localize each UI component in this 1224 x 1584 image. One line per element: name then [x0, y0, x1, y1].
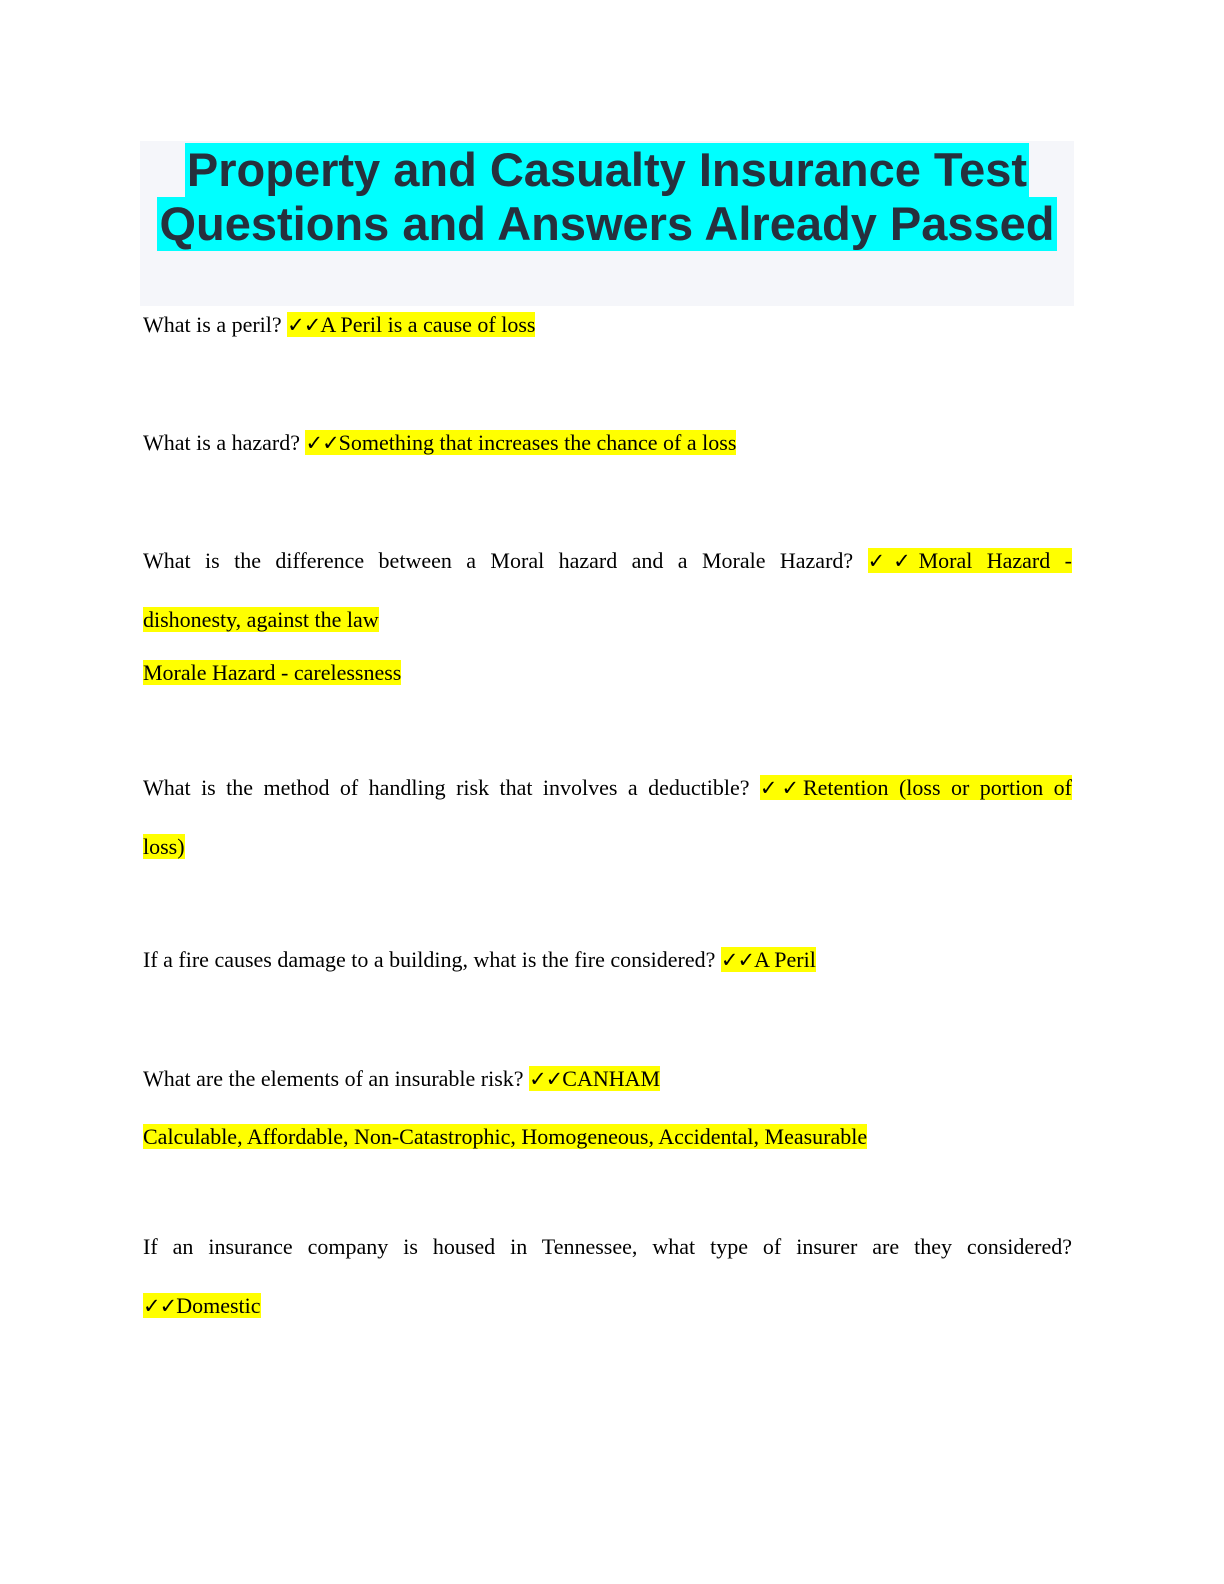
double-check-icon: ✓✓: [529, 1067, 563, 1091]
double-check-icon: ✓✓: [143, 1294, 177, 1318]
answer-highlight: [143, 1293, 261, 1318]
question-text: If a fire causes damage to a building, what is the fire considered?: [143, 947, 721, 972]
question-text: What is a peril?: [143, 312, 288, 337]
answer-highlight: [721, 947, 816, 972]
answer-highlight: [529, 1066, 660, 1091]
answer-text: CANHAM: [562, 1066, 661, 1091]
question-text: If an insurance company is housed in Tennessee, what type of insurer are they considered?: [143, 1234, 1072, 1259]
answer-text: Something that increases the chance of a loss: [338, 430, 737, 455]
qa-item-hazard: [143, 426, 1072, 460]
qa-item-peril: [143, 308, 1072, 342]
double-check-icon: ✓✓: [720, 948, 755, 972]
question-text: What is the method of handling risk that involves a deductible?: [143, 775, 760, 800]
answer-continuation: [143, 830, 185, 864]
answer-text: Domestic: [176, 1293, 261, 1318]
answer-highlight: [868, 548, 1072, 573]
qa-item-moral-vs-morale: [143, 544, 1072, 578]
answer-highlight: [305, 430, 736, 455]
qa-item-insurable-risk: [143, 1062, 1072, 1096]
double-check-icon: ✓✓: [287, 313, 321, 337]
document-title-line-1: Property and Casualty Insurance Test: [186, 143, 1028, 196]
answer-text: Morale Hazard - carelessness: [143, 660, 402, 685]
answer-highlight: [760, 775, 1072, 800]
question-text: What is a hazard?: [143, 430, 306, 455]
answer-text: A Peril is a cause of loss: [320, 312, 536, 337]
answer-continuation: [143, 656, 401, 690]
question-text: What is the difference between a Moral hazard and a Morale Hazard?: [143, 548, 868, 573]
double-check-icon: ✓✓: [759, 776, 803, 800]
answer-continuation: [143, 1289, 261, 1323]
answer-text: Calculable, Affordable, Non-Catastrophic, Homogeneous, Accidental, Measurable: [143, 1124, 868, 1149]
answer-text: dishonesty, against the law: [143, 607, 379, 632]
answer-text: Retention (loss or portion of: [802, 775, 1073, 800]
answer-text: Moral Hazard -: [918, 548, 1072, 573]
qa-item-deductible: [143, 771, 1072, 805]
document-title-block: [140, 141, 1074, 306]
double-check-icon: ✓✓: [867, 549, 919, 573]
question-text: What are the elements of an insurable risk?: [143, 1066, 530, 1091]
answer-continuation: [143, 603, 379, 637]
answer-highlight: [287, 312, 535, 337]
qa-item-fire: [143, 943, 1072, 977]
document-title-line-2: Questions and Answers Already Passed: [159, 197, 1055, 250]
answer-text: A Peril: [754, 947, 816, 972]
answer-text: loss): [143, 834, 185, 859]
qa-item-domestic-insurer: [143, 1230, 1072, 1264]
double-check-icon: ✓✓: [305, 431, 339, 455]
answer-continuation: [143, 1120, 867, 1154]
